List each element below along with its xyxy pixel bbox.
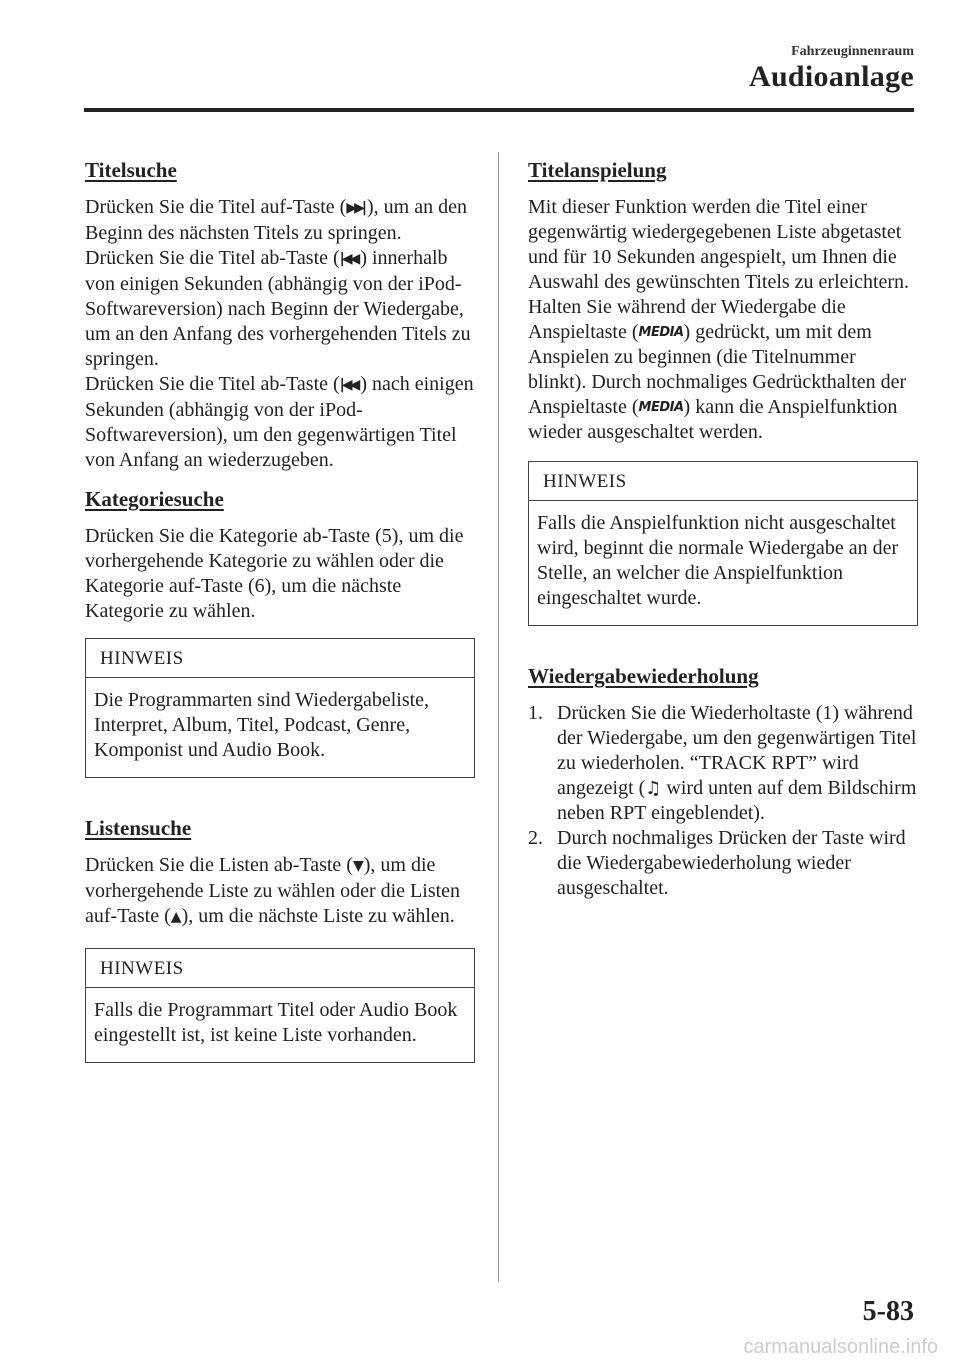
- section-wiedergabewiederholung: [528, 664, 918, 901]
- header-section: Fahrzeuginnenraum: [791, 44, 914, 59]
- list-item: 2. Durch nochmaliges Drücken der Taste wird die Wiedergabewiederholung wieder ausgeschaltet.: [528, 827, 906, 899]
- right-column: [528, 158, 918, 915]
- titelsuche-paragraph-1: Drücken Sie die Titel auf-Taste (▶▶| ), um an den Beginn des nächsten Titels zu springen.: [85, 196, 467, 244]
- section-kategoriesuche: [85, 487, 475, 778]
- column-divider: [498, 152, 499, 1282]
- kategoriesuche-paragraph: Drücken Sie die Kategorie ab-Taste (5), um die vorhergehende Kategorie zu wählen oder die Kategorie auf-Taste (6), um die nächste Kategorie zu wählen.: [85, 525, 464, 622]
- prev-track-icon: |◀◀: [339, 251, 358, 267]
- heading-wiedergabewiederholung: Wiedergabewiederholung: [528, 664, 759, 688]
- media-button-icon: MEDIA: [638, 325, 684, 340]
- list-item: 1. Drücken Sie die Wiederholtaste (1) während der Wiedergabe, um den gegenwärtigen Titel zu wiederholen. “TRACK RPT” wird angezeigt (♫ wird unten auf dem Bildschirm neben RPT eingeblendet).: [528, 702, 917, 824]
- left-column: [85, 158, 475, 1077]
- repeat-steps-list: [528, 701, 918, 901]
- heading-titelsuche: Titelsuche: [85, 158, 177, 182]
- heading-listensuche: Listensuche: [85, 816, 192, 840]
- prev-track-icon: |◀◀: [339, 377, 358, 393]
- arrow-up-icon: ▲: [170, 909, 182, 925]
- titelanspielung-paragraph-2: Halten Sie während der Wiedergabe die Anspieltaste (MEDIA) gedrückt, um mit dem Anspielen zu beginnen (die Titelnummer blinkt). Durch nochmaliges Gedrückthalten der Anspieltaste (MEDIA) kann die Anspielfunktion wieder ausgeschaltet werden.: [528, 296, 907, 443]
- note-body: Die Programmarten sind Wiedergabeliste, Interpret, Album, Titel, Podcast, Genre, Komponist und Audio Book.: [94, 689, 430, 761]
- listensuche-paragraph: Drücken Sie die Listen ab-Taste (▼), um die vorhergehende Liste zu wählen oder die Listen auf-Taste (▲), um die nächste Liste zu wählen.: [85, 853, 475, 930]
- next-track-icon: ▶▶|: [346, 200, 364, 216]
- titelanspielung-paragraph-1: Mit dieser Funktion werden die Titel einer gegenwärtig wiedergegebenen Liste abgetastet und für 10 Sekunden angespielt, um Ihnen die Auswahl des gewünschten Titels zu erleichtern.: [528, 196, 910, 293]
- titelsuche-paragraph-2: Drücken Sie die Titel ab-Taste (|◀◀ ) innerhalb von einigen Sekunden (abhängig von der iPod-Softwareversion) nach Beginn der Wiedergabe, um an den Anfang des vorhergehenden Titels zu springen.: [85, 247, 471, 370]
- titelsuche-paragraph-3: Drücken Sie die Titel ab-Taste (|◀◀ ) nach einigen Sekunden (abhängig von der iPod-Softwareversion), um den gegenwärtigen Titel von Anfang an wiederzugeben.: [85, 373, 474, 471]
- header-rule: [84, 108, 914, 112]
- note-box-kategorie: [85, 638, 475, 778]
- heading-titelanspielung: Titelanspielung: [528, 158, 667, 182]
- section-titelanspielung: [528, 158, 918, 626]
- page-number: 5-83: [862, 1296, 914, 1327]
- note-title: HINWEIS: [529, 462, 917, 501]
- note-title: HINWEIS: [86, 639, 474, 678]
- arrow-down-icon: ▼: [352, 858, 364, 874]
- heading-kategoriesuche: Kategoriesuche: [85, 487, 224, 511]
- note-box-anspielung: [528, 461, 918, 626]
- section-titelsuche: [85, 158, 475, 473]
- note-body: Falls die Anspielfunktion nicht ausgeschaltet wird, beginnt die normale Wiedergabe an der Stelle, an welcher die Anspielfunktion eingeschaltet wurde.: [537, 512, 899, 609]
- note-body: Falls die Programmart Titel oder Audio Book eingestellt ist, ist keine Liste vorhanden.: [94, 999, 458, 1046]
- music-note-icon: ♫: [645, 778, 662, 799]
- note-title: HINWEIS: [86, 949, 474, 988]
- watermark: carmanualsonline.info: [743, 1336, 938, 1358]
- note-box-listen: [85, 948, 475, 1063]
- page-title: Audioanlage: [748, 60, 914, 93]
- media-button-icon: MEDIA: [638, 400, 684, 415]
- section-listensuche: [85, 816, 475, 1063]
